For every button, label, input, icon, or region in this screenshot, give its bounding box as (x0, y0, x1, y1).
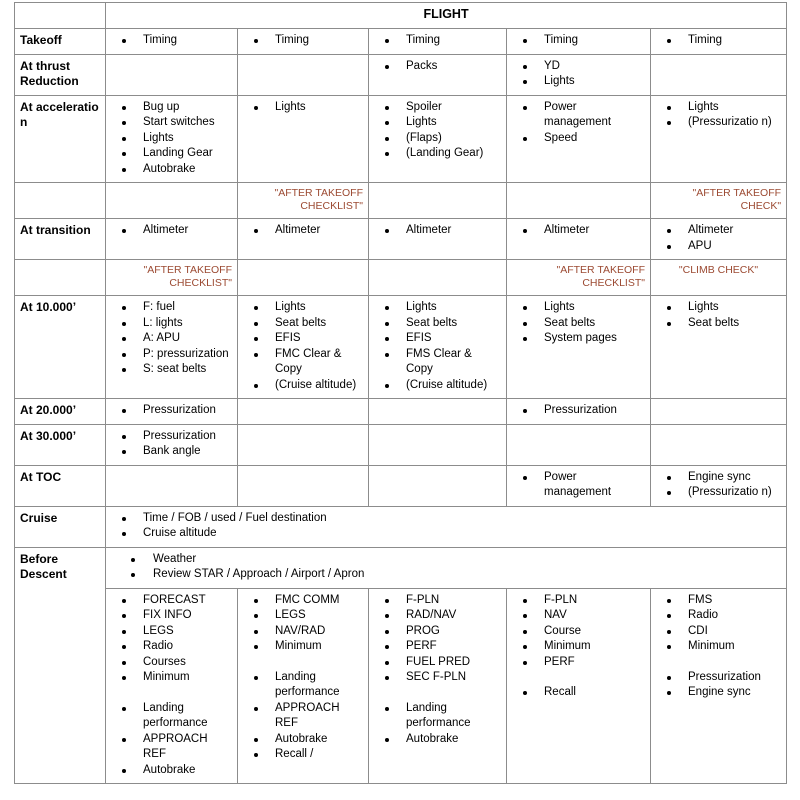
list-item: Altimeter (111, 223, 232, 239)
list-item: Power management (512, 470, 645, 501)
list-item: Autobrake (111, 162, 232, 178)
list-item: Landing performance (374, 701, 501, 732)
table-row-acceleration (15, 95, 787, 183)
bullet-list (512, 593, 645, 701)
cell-takeoff-5 (651, 29, 787, 55)
bullet-list (111, 429, 232, 460)
list-spacer (243, 655, 363, 670)
list-item: APPROACH REF (243, 701, 363, 732)
cell-takeoff-2 (238, 29, 369, 55)
list-item: Pressurization (111, 429, 232, 445)
list-item: PROG (374, 624, 501, 640)
list-item: Lights (374, 300, 501, 316)
table-row-cruise (15, 506, 787, 547)
cell-accel-3 (369, 95, 507, 183)
bullet-list (111, 33, 232, 49)
bullet-list (111, 552, 781, 583)
bullet-list (512, 470, 645, 501)
status-badge-after-takeoff-checklist: "AFTER TAKEOFF CHECKLIST" (106, 260, 238, 296)
cell-chk1-4 (507, 183, 651, 219)
list-item: Timing (111, 33, 232, 49)
list-item: Course (512, 624, 645, 640)
bullet-list (374, 33, 501, 49)
cell-thrust-2 (238, 54, 369, 95)
cell-chk2-2 (238, 260, 369, 296)
list-item: Minimum (512, 639, 645, 655)
list-item: Bank angle (111, 444, 232, 460)
list-item: A: APU (111, 331, 232, 347)
list-item: FUEL PRED (374, 655, 501, 671)
list-item: Pressurization (656, 670, 781, 686)
cell-10k-4 (507, 296, 651, 399)
status-badge-after-takeoff-check: "AFTER TAKEOFF CHECK" (651, 183, 787, 219)
table-row-checklist-1 (15, 183, 787, 219)
list-item: Lights (111, 131, 232, 147)
row-label-before-descent: Before Descent (15, 547, 106, 784)
list-item: Spoiler (374, 100, 501, 116)
bullet-list (656, 33, 781, 49)
cell-accel-2 (238, 95, 369, 183)
table-row-header (15, 3, 787, 29)
cell-takeoff-3 (369, 29, 507, 55)
cell-transition-4 (507, 219, 651, 260)
cell-20k-2 (238, 399, 369, 425)
bullet-list (243, 223, 363, 239)
list-item: NAV/RAD (243, 624, 363, 640)
cell-thrust-5 (651, 54, 787, 95)
table-row-checklist-2 (15, 260, 787, 296)
cell-bd-5 (651, 588, 787, 784)
cell-bd-4 (507, 588, 651, 784)
cell-30k-3 (369, 424, 507, 465)
cell-transition-3 (369, 219, 507, 260)
cell-transition-1 (106, 219, 238, 260)
bullet-list (111, 511, 781, 542)
bullet-list (512, 223, 645, 239)
list-item: Radio (656, 608, 781, 624)
list-item: FMS (656, 593, 781, 609)
list-item: Power management (512, 100, 645, 131)
list-item: Landing Gear (111, 146, 232, 162)
list-item: F-PLN (374, 593, 501, 609)
row-label-twenty-thousand: At 20.000’ (15, 399, 106, 425)
list-item: Lights (512, 300, 645, 316)
row-label-thrust-reduction: At thrust Reduction (15, 54, 106, 95)
list-item: NAV (512, 608, 645, 624)
list-item: (Flaps) (374, 131, 501, 147)
bullet-list (656, 470, 781, 501)
cell-thrust-4 (507, 54, 651, 95)
page-title: FLIGHT (106, 3, 787, 29)
table-row-thirty-thousand (15, 424, 787, 465)
list-spacer (374, 686, 501, 701)
cell-thrust-1 (106, 54, 238, 95)
list-spacer (512, 670, 645, 685)
bullet-list (512, 403, 645, 419)
cell-30k-2 (238, 424, 369, 465)
list-item: S: seat belts (111, 362, 232, 378)
list-item: Weather (111, 552, 781, 568)
cell-chk1-3 (369, 183, 507, 219)
list-item: Bug up (111, 100, 232, 116)
cell-20k-5 (651, 399, 787, 425)
list-item: LEGS (111, 624, 232, 640)
list-item: System pages (512, 331, 645, 347)
list-item: Autobrake (111, 763, 232, 779)
list-item: Minimum (111, 670, 232, 686)
cell-10k-1 (106, 296, 238, 399)
list-spacer (111, 686, 232, 701)
bullet-list (243, 593, 363, 763)
list-item: FIX INFO (111, 608, 232, 624)
row-label-acceleration: At acceleratio n (15, 95, 106, 183)
list-item: Time / FOB / used / Fuel destination (111, 511, 781, 527)
list-item: CDI (656, 624, 781, 640)
bullet-list (374, 223, 501, 239)
bullet-list (512, 59, 645, 90)
list-item: Minimum (656, 639, 781, 655)
list-item: Seat belts (374, 316, 501, 332)
cell-chk2-label (15, 260, 106, 296)
bullet-list (111, 403, 232, 419)
list-item: F: fuel (111, 300, 232, 316)
cell-transition-2 (238, 219, 369, 260)
flight-table (14, 2, 787, 784)
cell-before-descent-span (106, 547, 787, 588)
cell-accel-4 (507, 95, 651, 183)
bullet-list (243, 33, 363, 49)
row-label-cruise: Cruise (15, 506, 106, 547)
table-row-before-descent-top (15, 547, 787, 588)
list-item: Review STAR / Approach / Airport / Apron (111, 567, 781, 583)
list-item: Lights (656, 300, 781, 316)
list-item: Timing (512, 33, 645, 49)
status-badge-after-takeoff-checklist: "AFTER TAKEOFF CHECKLIST" (507, 260, 651, 296)
list-item: Seat belts (243, 316, 363, 332)
list-item: FMC Clear & Copy (243, 347, 363, 378)
list-item: Altimeter (512, 223, 645, 239)
list-item: Lights (374, 115, 501, 131)
cell-20k-1 (106, 399, 238, 425)
list-item: RAD/NAV (374, 608, 501, 624)
list-item: (Cruise altitude) (374, 378, 501, 394)
list-item: Pressurization (111, 403, 232, 419)
bullet-list (111, 223, 232, 239)
list-item: (Cruise altitude) (243, 378, 363, 394)
list-item: SEC F-PLN (374, 670, 501, 686)
list-item: Altimeter (243, 223, 363, 239)
bullet-list (512, 300, 645, 347)
bullet-list (512, 33, 645, 49)
bullet-list (656, 593, 781, 701)
cell-30k-1 (106, 424, 238, 465)
row-label-toc: At TOC (15, 465, 106, 506)
list-item: Landing performance (111, 701, 232, 732)
bullet-list (111, 300, 232, 378)
list-item: Timing (243, 33, 363, 49)
list-item: F-PLN (512, 593, 645, 609)
cell-30k-4 (507, 424, 651, 465)
bullet-list (512, 100, 645, 147)
row-label-takeoff: Takeoff (15, 29, 106, 55)
table-row-ten-thousand (15, 296, 787, 399)
list-item: Lights (243, 100, 363, 116)
list-item: Engine sync (656, 685, 781, 701)
list-item: Seat belts (512, 316, 645, 332)
list-item: Packs (374, 59, 501, 75)
table-row-thrust-reduction (15, 54, 787, 95)
cell-10k-2 (238, 296, 369, 399)
cell-chk1-label (15, 183, 106, 219)
cell-toc-2 (238, 465, 369, 506)
cell-takeoff-4 (507, 29, 651, 55)
row-label-transition: At transition (15, 219, 106, 260)
bullet-list (656, 100, 781, 131)
list-item: Courses (111, 655, 232, 671)
list-item: Autobrake (374, 732, 501, 748)
status-badge-climb-check: "CLIMB CHECK" (651, 260, 787, 296)
list-item: EFIS (374, 331, 501, 347)
cell-thrust-3 (369, 54, 507, 95)
list-item: Timing (374, 33, 501, 49)
cell-takeoff-1 (106, 29, 238, 55)
list-item: L: lights (111, 316, 232, 332)
cell-bd-2 (238, 588, 369, 784)
list-item: Lights (512, 74, 645, 90)
list-item: PERF (512, 655, 645, 671)
cell-10k-5 (651, 296, 787, 399)
list-item: YD (512, 59, 645, 75)
list-item: (Landing Gear) (374, 146, 501, 162)
list-item: Engine sync (656, 470, 781, 486)
cell-transition-5 (651, 219, 787, 260)
cell-toc-1 (106, 465, 238, 506)
bullet-list (243, 100, 363, 116)
list-item: Cruise altitude (111, 526, 781, 542)
list-item: APU (656, 239, 781, 255)
list-item: Landing performance (243, 670, 363, 701)
bullet-list (374, 593, 501, 748)
table-row-before-descent-cols (15, 588, 787, 784)
bullet-list (111, 593, 232, 779)
list-item: Speed (512, 131, 645, 147)
list-item: Recall (512, 685, 645, 701)
list-item: EFIS (243, 331, 363, 347)
cell-chk1-1 (106, 183, 238, 219)
list-item: Lights (656, 100, 781, 116)
cell-cruise-span (106, 506, 787, 547)
table-row-takeoff (15, 29, 787, 55)
bullet-list (374, 300, 501, 393)
bullet-list (111, 100, 232, 178)
cell-bd-1 (106, 588, 238, 784)
header-spacer-cell (15, 3, 106, 29)
cell-chk2-3 (369, 260, 507, 296)
list-item: Recall / (243, 747, 363, 763)
list-item: Lights (243, 300, 363, 316)
table-row-transition (15, 219, 787, 260)
cell-toc-3 (369, 465, 507, 506)
bullet-list (374, 100, 501, 162)
cell-30k-5 (651, 424, 787, 465)
list-item: P: pressurization (111, 347, 232, 363)
list-item: FORECAST (111, 593, 232, 609)
list-item: Seat belts (656, 316, 781, 332)
list-spacer (656, 655, 781, 670)
list-item: FMC COMM (243, 593, 363, 609)
cell-accel-5 (651, 95, 787, 183)
row-label-ten-thousand: At 10.000’ (15, 296, 106, 399)
list-item: Timing (656, 33, 781, 49)
row-label-thirty-thousand: At 30.000’ (15, 424, 106, 465)
list-item: PERF (374, 639, 501, 655)
bullet-list (374, 59, 501, 75)
table-row-toc (15, 465, 787, 506)
cell-toc-4 (507, 465, 651, 506)
status-badge-after-takeoff-checklist: "AFTER TAKEOFF CHECKLIST" (238, 183, 369, 219)
list-item: FMS Clear & Copy (374, 347, 501, 378)
list-item: (Pressurizatio n) (656, 485, 781, 501)
cell-bd-3 (369, 588, 507, 784)
list-item: APPROACH REF (111, 732, 232, 763)
cell-accel-1 (106, 95, 238, 183)
cell-10k-3 (369, 296, 507, 399)
list-item: (Pressurizatio n) (656, 115, 781, 131)
cell-20k-4 (507, 399, 651, 425)
list-item: Radio (111, 639, 232, 655)
list-item: Start switches (111, 115, 232, 131)
list-item: Altimeter (374, 223, 501, 239)
list-item: LEGS (243, 608, 363, 624)
cell-20k-3 (369, 399, 507, 425)
table-row-twenty-thousand (15, 399, 787, 425)
bullet-list (656, 300, 781, 331)
bullet-list (243, 300, 363, 393)
bullet-list (656, 223, 781, 254)
list-item: Minimum (243, 639, 363, 655)
list-item: Altimeter (656, 223, 781, 239)
cell-toc-5 (651, 465, 787, 506)
list-item: Autobrake (243, 732, 363, 748)
list-item: Pressurization (512, 403, 645, 419)
